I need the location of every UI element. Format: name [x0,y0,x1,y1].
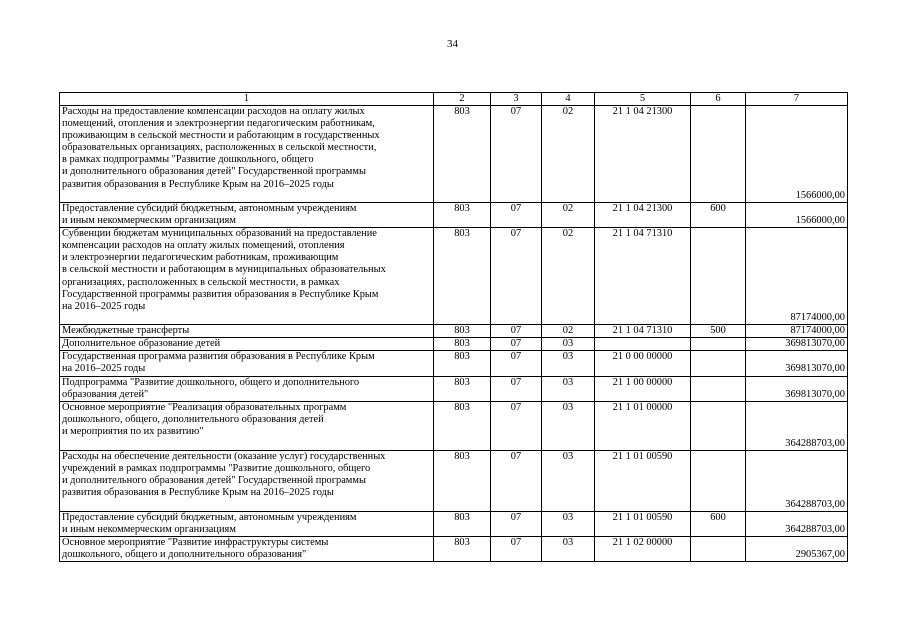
cell-ministry: 803 [434,376,491,401]
cell-target-article: 21 1 02 00000 [595,536,691,561]
row-name: Дополнительное образование детей [60,338,434,351]
cell-section: 07 [491,228,542,325]
cell-amount: 87174000,00 [746,325,848,338]
cell-ministry: 803 [434,338,491,351]
cell-section: 07 [491,401,542,450]
cell-subsection: 03 [542,351,595,376]
cell-expense-type: 600 [691,511,746,536]
row-name: Предоставление субсидий бюджетным, автономным учреждениям и иным некоммерческим организациям [60,511,434,536]
cell-subsection: 03 [542,338,595,351]
cell-section: 07 [491,351,542,376]
budget-table [59,92,848,562]
cell-amount: 364288703,00 [746,511,848,536]
header-cell: 3 [491,93,542,106]
cell-amount: 369813070,00 [746,351,848,376]
cell-subsection: 02 [542,228,595,325]
cell-ministry: 803 [434,450,491,511]
row-name: Субвенции бюджетам муниципальных образований на предоставление компенсации расходов на оплату жилых помещений, отопления и электроэнергии педагогическим работникам, проживающим в сельской местности и работающим в муниципальных образовательных организациях, расположенных в сельской местности, в рамках Государственной программы развития образования в Республике Крым на 2016–2025 годы [60,228,434,325]
table-row [60,228,848,325]
row-name: Подпрограмма "Развитие дошкольного, общего и дополнительного образования детей" [60,376,434,401]
cell-section: 07 [491,325,542,338]
table-row [60,351,848,376]
cell-expense-type [691,401,746,450]
cell-subsection: 02 [542,325,595,338]
cell-expense-type [691,376,746,401]
cell-expense-type: 600 [691,203,746,228]
cell-subsection: 03 [542,401,595,450]
cell-target-article: 21 1 04 21300 [595,203,691,228]
table-row [60,536,848,561]
header-cell: 4 [542,93,595,106]
cell-subsection: 02 [542,203,595,228]
header-cell: 5 [595,93,691,106]
cell-target-article: 21 1 01 00590 [595,450,691,511]
cell-expense-type [691,106,746,203]
cell-ministry: 803 [434,325,491,338]
cell-section: 07 [491,511,542,536]
cell-subsection: 03 [542,511,595,536]
cell-section: 07 [491,450,542,511]
table-row [60,338,848,351]
cell-target-article: 21 1 00 00000 [595,376,691,401]
cell-target-article [595,338,691,351]
cell-ministry: 803 [434,511,491,536]
cell-subsection: 02 [542,106,595,203]
cell-ministry: 803 [434,228,491,325]
cell-section: 07 [491,106,542,203]
cell-target-article: 21 0 00 00000 [595,351,691,376]
header-cell: 6 [691,93,746,106]
table-row [60,376,848,401]
table-header-row [60,93,848,106]
row-name: Межбюджетные трансферты [60,325,434,338]
cell-expense-type [691,536,746,561]
table-row [60,325,848,338]
cell-ministry: 803 [434,351,491,376]
cell-amount: 364288703,00 [746,401,848,450]
cell-subsection: 03 [542,536,595,561]
cell-section: 07 [491,536,542,561]
page-number: 34 [447,38,458,50]
cell-amount: 87174000,00 [746,228,848,325]
cell-subsection: 03 [542,376,595,401]
cell-ministry: 803 [434,536,491,561]
cell-expense-type [691,351,746,376]
cell-ministry: 803 [434,203,491,228]
cell-expense-type [691,338,746,351]
row-name: Основное мероприятие "Развитие инфраструктуры системы дошкольного, общего и дополнительного образования" [60,536,434,561]
cell-amount: 1566000,00 [746,203,848,228]
table-row [60,203,848,228]
header-cell: 7 [746,93,848,106]
table-row [60,450,848,511]
row-name: Основное мероприятие "Реализация образовательных программ дошкольного, общего, дополнительного образования детей и мероприятия по их развитию" [60,401,434,450]
cell-target-article: 21 1 01 00000 [595,401,691,450]
cell-section: 07 [491,376,542,401]
cell-amount: 2905367,00 [746,536,848,561]
row-name: Расходы на предоставление компенсации расходов на оплату жилых помещений, отопления и электроэнергии педагогическим работникам, проживающим в сельской местности и работающим в государственных образовательных организациях, расположенных в сельской местности, в рамках подпрограммы "Развитие дошкольного, общего и дополнительного образования детей" Государственной программы развития образования в Республике Крым на 2016–2025 годы [60,106,434,203]
cell-ministry: 803 [434,106,491,203]
table-row [60,511,848,536]
cell-target-article: 21 1 04 21300 [595,106,691,203]
header-cell: 1 [60,93,434,106]
row-name: Государственная программа развития образования в Республике Крым на 2016–2025 годы [60,351,434,376]
cell-expense-type [691,450,746,511]
table-row [60,106,848,203]
cell-section: 07 [491,338,542,351]
cell-amount: 364288703,00 [746,450,848,511]
cell-target-article: 21 1 01 00590 [595,511,691,536]
cell-target-article: 21 1 04 71310 [595,228,691,325]
cell-amount: 1566000,00 [746,106,848,203]
cell-expense-type: 500 [691,325,746,338]
cell-ministry: 803 [434,401,491,450]
cell-section: 07 [491,203,542,228]
cell-amount: 369813070,00 [746,376,848,401]
cell-amount: 369813070,00 [746,338,848,351]
header-cell: 2 [434,93,491,106]
row-name: Предоставление субсидий бюджетным, автономным учреждениям и иным некоммерческим организациям [60,203,434,228]
table-row [60,401,848,450]
cell-subsection: 03 [542,450,595,511]
cell-expense-type [691,228,746,325]
cell-target-article: 21 1 04 71310 [595,325,691,338]
row-name: Расходы на обеспечение деятельности (оказание услуг) государственных учреждений в рамках подпрограммы "Развитие дошкольного, общего и дополнительного образования детей" Государственной программы развития образования в Республике Крым на 2016–2025 годы [60,450,434,511]
